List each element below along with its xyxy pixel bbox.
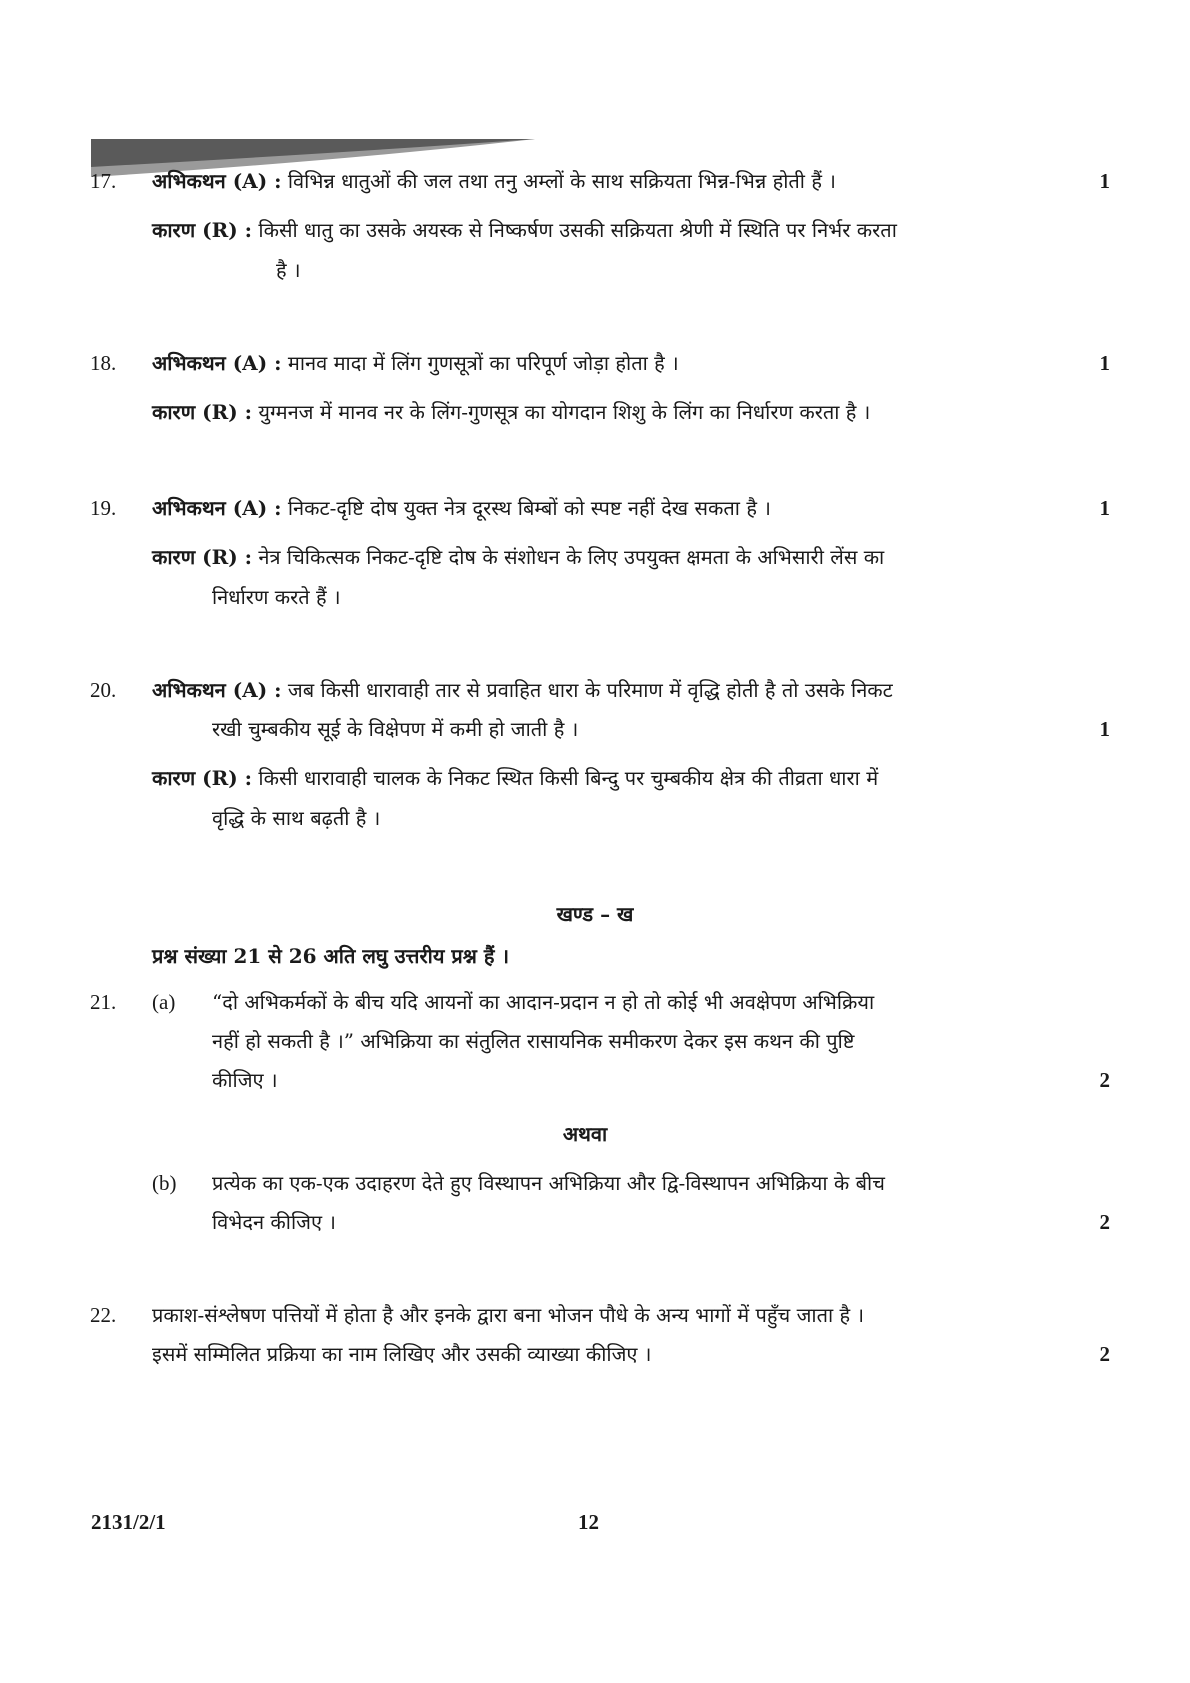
assertion-text: विभिन्न धातुओं की जल तथा तनु अम्लों के साथ सक्रियता भिन्न-भिन्न होती हैं । xyxy=(287,169,836,193)
reason-label: कारण (R) : xyxy=(152,545,253,569)
marks: 1 xyxy=(1099,169,1110,193)
section-instruction: प्रश्न संख्या 21 से 26 अति लघु उत्तरीय प्रश्न हैं । xyxy=(152,944,510,968)
marks: 1 xyxy=(1099,496,1110,520)
reason-text-cont: वृद्धि के साथ बढ़ती है । xyxy=(212,806,381,830)
question-22 xyxy=(90,1295,1110,1385)
marks: 2 xyxy=(1099,1210,1110,1234)
part-a-label: (a) xyxy=(152,990,176,1014)
question-20 xyxy=(90,670,1110,840)
reason-text: युग्मनज में मानव नर के लिंग-गुणसूत्र का योगदान शिशु के लिंग का निर्धारण करता है । xyxy=(258,400,871,424)
question-number: 20. xyxy=(90,678,117,702)
assertion-label: अभिकथन (A) : xyxy=(152,351,282,375)
section-title: खण्ड – ख xyxy=(556,902,634,926)
assertion-label: अभिकथन (A) : xyxy=(152,678,282,702)
or-separator: अथवा xyxy=(562,1122,608,1146)
reason-text: किसी धातु का उसके अयस्क से निष्कर्षण उसकी सक्रियता श्रेणी में स्थिति पर निर्भर करता xyxy=(258,218,897,242)
assertion-text: निकट-दृष्टि दोष युक्त नेत्र दूरस्थ बिम्बों को स्पष्ट नहीं देख सकता है । xyxy=(287,496,771,520)
reason-text: नेत्र चिकित्सक निकट-दृष्टि दोष के संशोधन के लिए उपयुक्त क्षमता के अभिसारी लेंस का xyxy=(258,545,885,569)
part-a-text: “दो अभिकर्मकों के बीच यदि आयनों का आदान-प्रदान न हो तो कोई भी अवक्षेपण अभिक्रिया xyxy=(212,990,875,1014)
marks: 1 xyxy=(1099,351,1110,375)
marks: 1 xyxy=(1099,717,1110,741)
reason-text: किसी धारावाही चालक के निकट स्थित किसी बिन्दु पर चुम्बकीय क्षेत्र की तीव्रता धारा में xyxy=(258,766,879,790)
marks: 2 xyxy=(1099,1068,1110,1092)
question-number: 22. xyxy=(90,1303,117,1327)
question-17 xyxy=(90,161,1110,291)
part-a-text-cont: नहीं हो सकती है ।” अभिक्रिया का संतुलित रासायनिक समीकरण देकर इस कथन की पुष्टि xyxy=(212,1029,855,1053)
reason-label: कारण (R) : xyxy=(152,400,253,424)
marks: 2 xyxy=(1099,1342,1110,1366)
reason-text-cont: निर्धारण करते हैं । xyxy=(212,585,341,609)
question-number: 18. xyxy=(90,351,117,375)
part-b-text-cont: विभेदन कीजिए । xyxy=(212,1210,336,1234)
assertion-text-cont: रखी चुम्बकीय सूई के विक्षेपण में कमी हो जाती है । xyxy=(212,717,579,741)
reason-label: कारण (R) : xyxy=(152,766,253,790)
part-b-label: (b) xyxy=(152,1171,177,1195)
assertion-label: अभिकथन (A) : xyxy=(152,496,282,520)
question-number: 19. xyxy=(90,496,117,520)
question-text: प्रकाश-संश्लेषण पत्तियों में होता है और इनके द्वारा बना भोजन पौधे के अन्य भागों में पहुँच जाता है । xyxy=(152,1303,865,1327)
question-number: 17. xyxy=(90,169,117,193)
assertion-text: मानव मादा में लिंग गुणसूत्रों का परिपूर्ण जोड़ा होता है । xyxy=(287,351,679,375)
assertion-label: अभिकथन (A) : xyxy=(152,169,282,193)
question-19 xyxy=(90,488,1110,618)
part-a-text-cont: कीजिए । xyxy=(212,1068,278,1092)
question-text-cont: इसमें सम्मिलित प्रक्रिया का नाम लिखिए और उसकी व्याख्या कीजिए । xyxy=(152,1342,652,1366)
page-number: 12 xyxy=(578,1510,599,1534)
question-18 xyxy=(90,343,1110,433)
reason-label: कारण (R) : xyxy=(152,218,253,242)
reason-text-cont: है । xyxy=(276,258,301,282)
assertion-text: जब किसी धारावाही तार से प्रवाहित धारा के परिमाण में वृद्धि होती है तो उसके निकट xyxy=(287,678,893,702)
part-b-text: प्रत्येक का एक-एक उदाहरण देते हुए विस्थापन अभिक्रिया और द्वि-विस्थापन अभिक्रिया के बीच xyxy=(212,1171,885,1195)
paper-code: 2131/2/1 xyxy=(91,1510,166,1534)
question-21-part-b xyxy=(90,1163,1110,1253)
question-number: 21. xyxy=(90,990,117,1014)
